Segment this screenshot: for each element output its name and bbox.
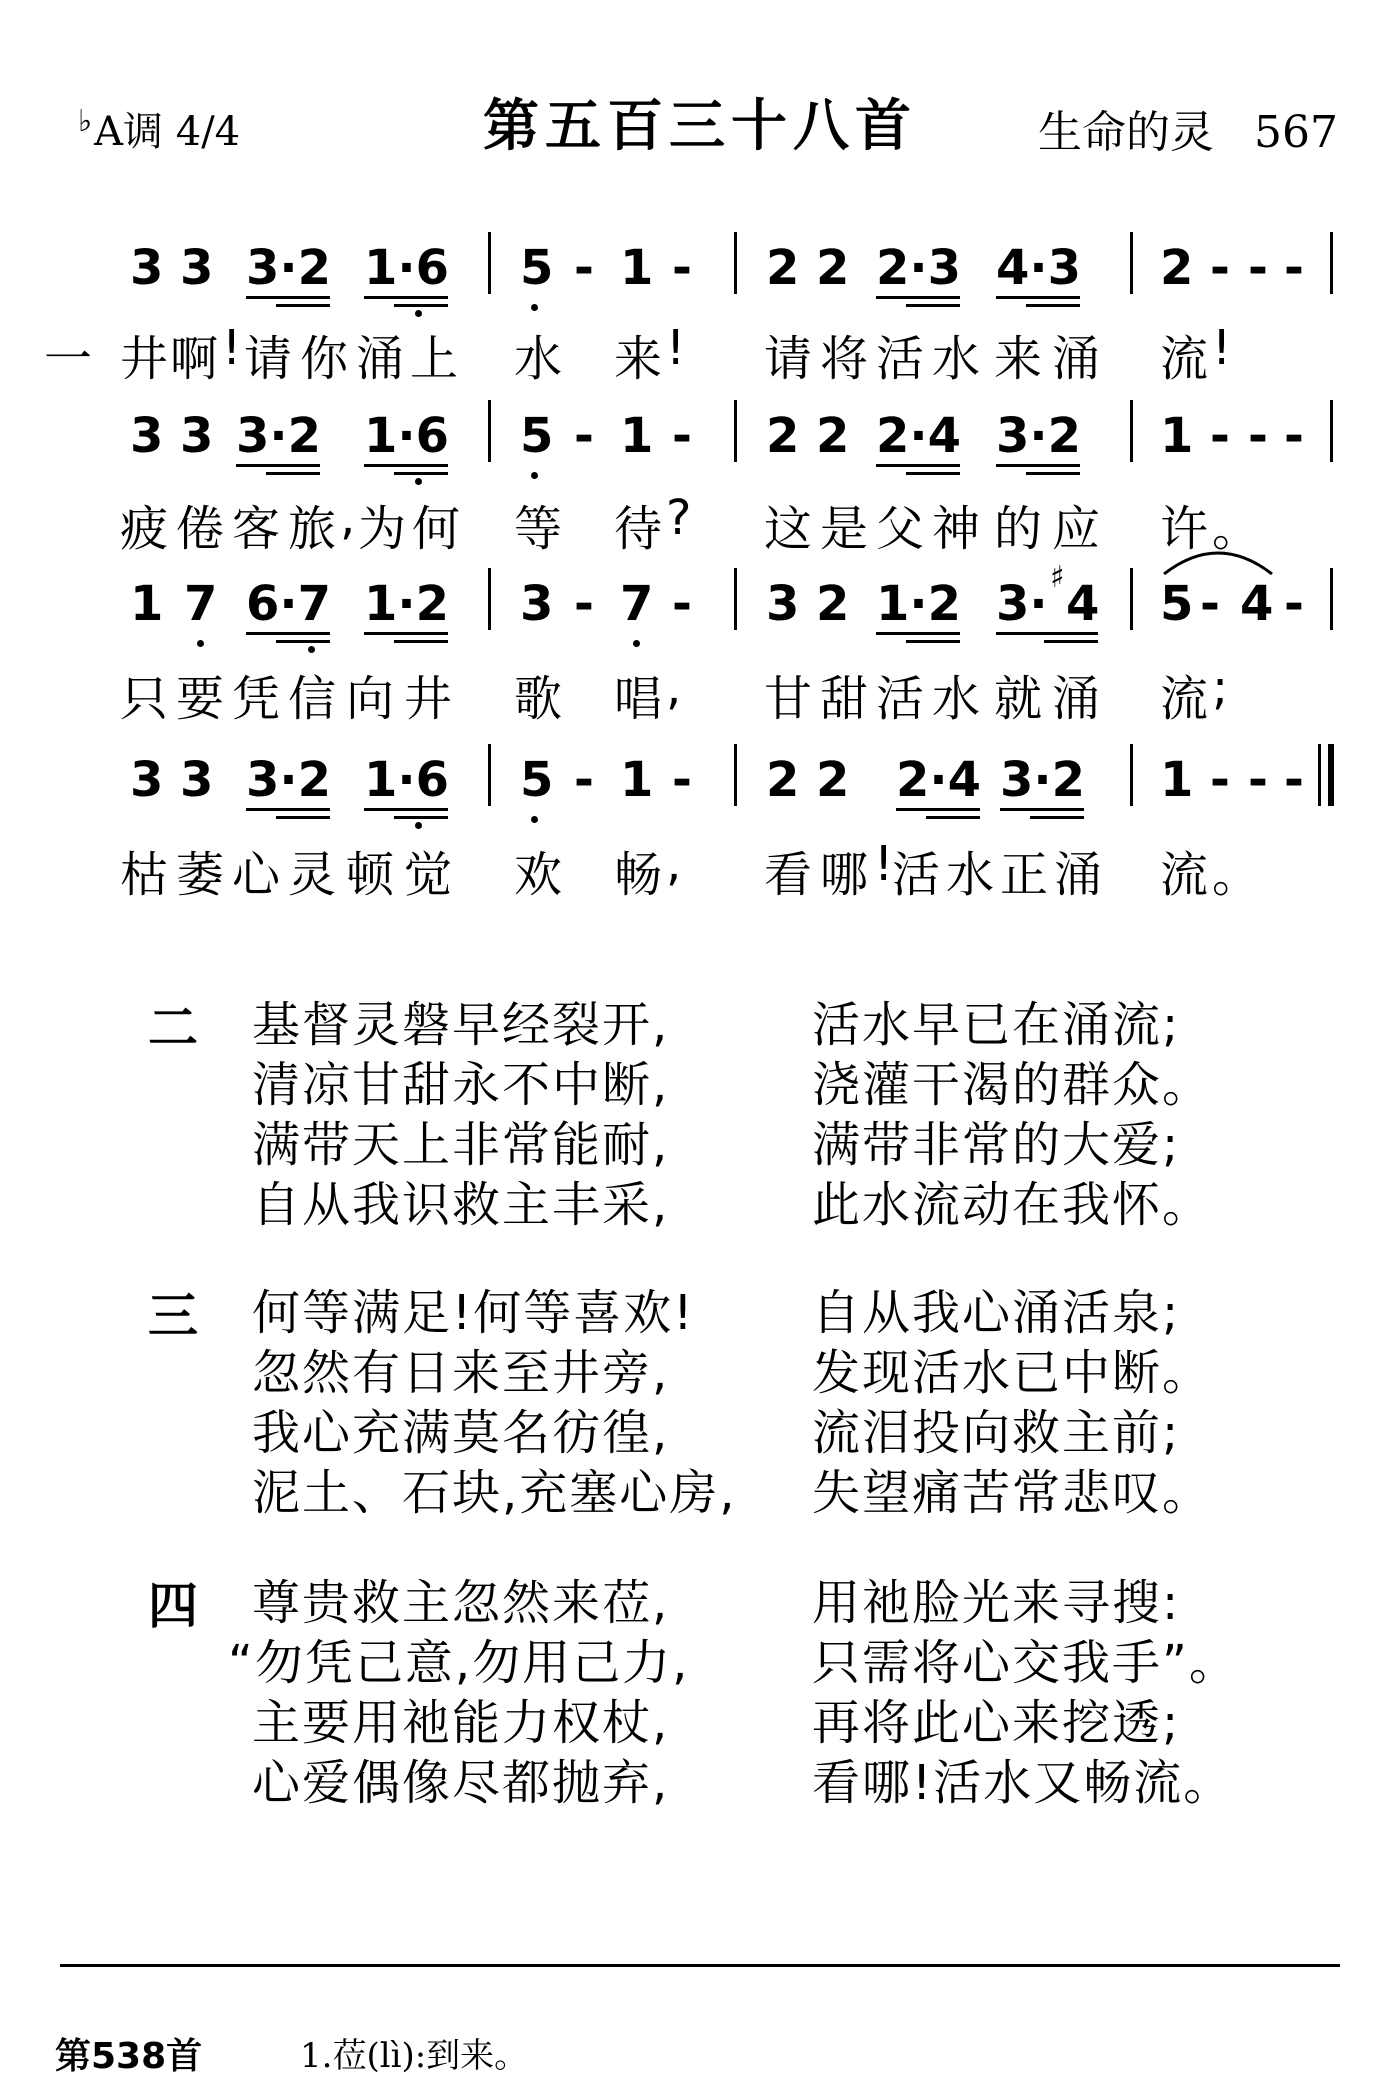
verse-line-left: 自从我识救主丰采, xyxy=(252,1177,670,1233)
lyric: 流 xyxy=(1160,671,1209,727)
verse-line-right: 只需将心交我手”。 xyxy=(812,1635,1239,1691)
note: 1·6 xyxy=(364,752,450,808)
lyric: 涌 xyxy=(356,331,405,387)
beam xyxy=(266,472,320,475)
lyric: 井 xyxy=(404,671,453,727)
verse-mark: 一 xyxy=(44,331,93,387)
barline xyxy=(734,232,737,294)
note: 2 xyxy=(766,240,800,296)
lyric: 水 xyxy=(932,331,981,387)
beam xyxy=(906,304,960,307)
verse-line-right: 此水流动在我怀。 xyxy=(812,1177,1213,1233)
lyric: 。 xyxy=(1212,847,1261,903)
lyric: 你 xyxy=(300,331,349,387)
lyric: 萎 xyxy=(176,847,225,903)
lyric: 活 xyxy=(876,671,925,727)
octave-dot xyxy=(415,822,422,829)
barline xyxy=(1130,744,1133,806)
note: 2 xyxy=(816,240,850,296)
lyric: 顿 xyxy=(346,847,395,903)
verse-line-left: 主要用祂能力权杖, xyxy=(252,1695,670,1751)
verse-line-left: 尊贵救主忽然来莅, xyxy=(252,1575,670,1631)
lyric: 灵 xyxy=(288,847,337,903)
lyric: 应 xyxy=(1052,501,1101,557)
lyric: 哪 xyxy=(820,847,869,903)
lyric: 旅 xyxy=(288,501,337,557)
lyric: ; xyxy=(1212,660,1229,716)
note: 3· xyxy=(996,576,1048,632)
beam xyxy=(876,632,960,635)
beam xyxy=(246,632,330,635)
lyric: 父 xyxy=(876,501,925,557)
verse-line-right: 发现活水已中断。 xyxy=(812,1345,1213,1401)
note: 7 xyxy=(184,576,218,632)
lyric: 何 xyxy=(412,501,461,557)
notation-line-3 xyxy=(0,560,1400,636)
category-label: 生命的灵 xyxy=(1038,107,1215,158)
note: 1·2 xyxy=(364,576,450,632)
verse-line-left: 满带天上非常能耐, xyxy=(252,1117,670,1173)
footer-divider xyxy=(60,1964,1340,1967)
verse-number: 二 xyxy=(148,999,198,1057)
beam xyxy=(276,816,330,819)
verse-line-left: 基督灵磐早经裂开, xyxy=(252,997,670,1053)
note: 7 xyxy=(620,576,654,632)
note: - xyxy=(1210,752,1230,808)
verse-line-left: “勿凭己意,勿用己力, xyxy=(228,1635,690,1691)
note: 6·7 xyxy=(246,576,332,632)
lyric: ! xyxy=(666,320,686,376)
lyric: 为 xyxy=(358,501,407,557)
verse-line-left: 我心充满莫名彷徨, xyxy=(252,1405,670,1461)
lyric: 是 xyxy=(820,501,869,557)
note: 1·2 xyxy=(876,576,962,632)
lyric: 水 xyxy=(946,847,995,903)
beam xyxy=(876,296,960,299)
hymn-title: 第五百三十八首 xyxy=(483,94,917,159)
beam xyxy=(1026,304,1080,307)
lyric: 流 xyxy=(1160,847,1209,903)
barline xyxy=(1130,568,1133,630)
note: 2 xyxy=(766,408,800,464)
verse-line-right: 自从我心涌活泉; xyxy=(812,1285,1181,1341)
note: - xyxy=(672,752,692,808)
lyric: 水 xyxy=(932,671,981,727)
note: 3·2 xyxy=(246,240,332,296)
note: 3 xyxy=(180,240,214,296)
sharp-sign: ♯ xyxy=(1050,560,1065,595)
beam xyxy=(926,816,980,819)
lyric: 涌 xyxy=(1052,331,1101,387)
note: - xyxy=(1248,408,1268,464)
footnote-label: 第538首 xyxy=(55,2036,203,2077)
verse-line-right: 浇灌干渴的群众。 xyxy=(812,1057,1213,1113)
verse-line-left: 何等满足!何等喜欢! xyxy=(252,1285,695,1341)
lyric: 信 xyxy=(288,671,337,727)
lyric: 活 xyxy=(892,847,941,903)
note: - xyxy=(1284,240,1304,296)
verse-line-right: 用祂脸光来寻搜: xyxy=(812,1575,1181,1631)
note: 4 xyxy=(1240,576,1274,632)
barline xyxy=(1330,232,1333,294)
lyric: ! xyxy=(222,320,242,376)
footnote-text: 1.莅(lì):到来。 xyxy=(300,2036,529,2076)
octave-dot xyxy=(531,304,538,311)
flat-sign: ♭ xyxy=(78,104,93,139)
note: - xyxy=(574,576,594,632)
note: 2 xyxy=(766,752,800,808)
note: - xyxy=(1210,240,1230,296)
note: 1 xyxy=(1160,408,1194,464)
lyric: ! xyxy=(1212,320,1232,376)
beam xyxy=(364,808,448,811)
lyric: 啊 xyxy=(170,331,219,387)
note: 1·6 xyxy=(364,408,450,464)
lyric: 请 xyxy=(244,331,293,387)
beam xyxy=(246,296,330,299)
lyric: 待 xyxy=(614,501,663,557)
lyric: 倦 xyxy=(176,501,225,557)
lyric: 水 xyxy=(514,331,563,387)
lyric: 看 xyxy=(764,847,813,903)
note: 1 xyxy=(620,752,654,808)
lyric: 唱 xyxy=(614,671,663,727)
lyric: , xyxy=(666,660,682,716)
lyric: 畅 xyxy=(614,847,663,903)
beam xyxy=(1000,808,1084,811)
octave-dot xyxy=(415,478,422,485)
header-right xyxy=(1038,96,1338,160)
lyric: 。 xyxy=(1212,501,1261,557)
verse-line-right: 满带非常的大爱; xyxy=(812,1117,1181,1173)
beam xyxy=(364,296,448,299)
barline xyxy=(1330,400,1333,462)
lyric: 许 xyxy=(1160,501,1209,557)
note: 2·3 xyxy=(876,240,962,296)
note: 3 xyxy=(520,576,554,632)
note: - xyxy=(574,752,594,808)
lyric: 这 xyxy=(764,501,813,557)
lyric: 涌 xyxy=(1054,847,1103,903)
lyric: 的 xyxy=(994,501,1043,557)
octave-dot xyxy=(531,472,538,479)
beam xyxy=(394,640,448,643)
verse-line-right: 流泪投向救主前; xyxy=(812,1405,1181,1461)
lyric: 歌 xyxy=(514,671,563,727)
beam xyxy=(996,632,1098,635)
verse-line-right: 失望痛苦常悲叹。 xyxy=(812,1465,1213,1521)
lyric: 疲 xyxy=(120,501,169,557)
lyric: 觉 xyxy=(404,847,453,903)
lyric: 来 xyxy=(614,331,663,387)
note: 2 xyxy=(1160,240,1194,296)
note: 3·2 xyxy=(996,408,1082,464)
lyric: 正 xyxy=(1000,847,1049,903)
note: - xyxy=(574,240,594,296)
beam xyxy=(996,464,1080,467)
note: - xyxy=(672,240,692,296)
lyric-line-3 xyxy=(0,660,1400,727)
lyric: ? xyxy=(666,490,692,546)
beam xyxy=(996,296,1080,299)
lyric: 心 xyxy=(232,847,281,903)
barline xyxy=(488,744,491,806)
lyric: 上 xyxy=(410,331,459,387)
lyric: 甜 xyxy=(820,671,869,727)
note: 5 xyxy=(1160,576,1194,632)
note: - xyxy=(1248,752,1268,808)
beam xyxy=(1044,640,1098,643)
note: 4·3 xyxy=(996,240,1082,296)
note: 3 xyxy=(130,752,164,808)
lyric: 客 xyxy=(232,501,281,557)
note: 5 xyxy=(520,240,554,296)
barline xyxy=(488,568,491,630)
octave-dot xyxy=(633,640,640,647)
note: 2 xyxy=(816,576,850,632)
barline xyxy=(734,568,737,630)
notation-line-2 xyxy=(0,408,1400,468)
octave-dot xyxy=(308,646,315,653)
barline xyxy=(1130,232,1133,294)
lyric: 凭 xyxy=(232,671,281,727)
note: 1 xyxy=(620,240,654,296)
note: 1·6 xyxy=(364,240,450,296)
note: 3 xyxy=(130,408,164,464)
verse-line-right: 看哪!活水又畅流。 xyxy=(812,1755,1234,1811)
final-barline-thin xyxy=(1318,744,1321,806)
verse-line-right: 再将此心来挖透; xyxy=(812,1695,1181,1751)
note: 2 xyxy=(816,408,850,464)
lyric: 将 xyxy=(820,331,869,387)
octave-dot xyxy=(197,640,204,647)
lyric: 涌 xyxy=(1052,671,1101,727)
note: - xyxy=(1200,576,1220,632)
slur xyxy=(1158,540,1278,580)
note: - xyxy=(1284,408,1304,464)
verse-number: 三 xyxy=(148,1287,198,1345)
barline xyxy=(488,400,491,462)
lyric: 只 xyxy=(120,671,169,727)
note: 1 xyxy=(130,576,164,632)
lyric: 向 xyxy=(346,671,395,727)
octave-dot xyxy=(415,310,422,317)
note: 3·2 xyxy=(236,408,322,464)
verse-line-left: 泥土、石块,充塞心房, xyxy=(252,1465,737,1521)
beam xyxy=(246,808,330,811)
beam xyxy=(896,808,980,811)
lyric: 请 xyxy=(764,331,813,387)
verse-line-left: 心爱偶像尽都抛弃, xyxy=(252,1755,670,1811)
beam xyxy=(1026,472,1080,475)
beam xyxy=(394,304,448,307)
beam xyxy=(876,464,960,467)
beam xyxy=(364,464,448,467)
note: 2·4 xyxy=(896,752,982,808)
verse-line-left: 清凉甘甜永不中断, xyxy=(252,1057,670,1113)
barline xyxy=(734,744,737,806)
lyric: 要 xyxy=(176,671,225,727)
octave-dot xyxy=(531,816,538,823)
lyric: 流 xyxy=(1160,331,1209,387)
note: - xyxy=(1284,752,1304,808)
lyric: 枯 xyxy=(120,847,169,903)
lyric: , xyxy=(340,490,356,546)
note: 3 xyxy=(180,752,214,808)
lyric: 等 xyxy=(514,501,563,557)
lyric: 甘 xyxy=(764,671,813,727)
note: - xyxy=(1248,240,1268,296)
barline xyxy=(488,232,491,294)
lyric: 欢 xyxy=(514,847,563,903)
note: 3 xyxy=(766,576,800,632)
beam xyxy=(906,640,960,643)
note: 1 xyxy=(620,408,654,464)
beam xyxy=(276,640,330,643)
barline xyxy=(734,400,737,462)
key-text: A调 4/4 xyxy=(94,109,241,155)
lyric: ! xyxy=(874,836,894,892)
note: 2·4 xyxy=(876,408,962,464)
barline xyxy=(1330,568,1333,630)
lyric-line-1 xyxy=(0,320,1400,387)
beam xyxy=(394,472,448,475)
beam xyxy=(276,304,330,307)
verse-line-right: 活水早已在涌流; xyxy=(812,997,1181,1053)
note: 3·2 xyxy=(246,752,332,808)
note: 5 xyxy=(520,752,554,808)
lyric-line-4 xyxy=(0,836,1400,903)
page-number: 567 xyxy=(1254,107,1338,158)
beam xyxy=(394,816,448,819)
notation-line-4 xyxy=(0,752,1400,812)
lyric: 井 xyxy=(120,331,169,387)
beam xyxy=(236,464,320,467)
note: 5 xyxy=(520,408,554,464)
barline xyxy=(1130,400,1133,462)
note: - xyxy=(1284,576,1304,632)
notation-line-1 xyxy=(0,240,1400,300)
note: - xyxy=(574,408,594,464)
note: 4 xyxy=(1066,576,1100,632)
note: 2 xyxy=(816,752,850,808)
note: 3 xyxy=(130,240,164,296)
note: - xyxy=(672,408,692,464)
lyric: 活 xyxy=(876,331,925,387)
note: 3·2 xyxy=(1000,752,1086,808)
note: - xyxy=(672,576,692,632)
lyric: , xyxy=(666,836,682,892)
lyric: 神 xyxy=(932,501,981,557)
lyric: 来 xyxy=(994,331,1043,387)
verse-number: 四 xyxy=(148,1577,198,1635)
note: 1 xyxy=(1160,752,1194,808)
final-barline-thick xyxy=(1328,744,1334,806)
beam xyxy=(906,472,960,475)
beam xyxy=(364,632,448,635)
beam xyxy=(1030,816,1084,819)
lyric: 就 xyxy=(994,671,1043,727)
verse-line-left: 忽然有日来至井旁, xyxy=(252,1345,670,1401)
note: - xyxy=(1210,408,1230,464)
note: 3 xyxy=(180,408,214,464)
